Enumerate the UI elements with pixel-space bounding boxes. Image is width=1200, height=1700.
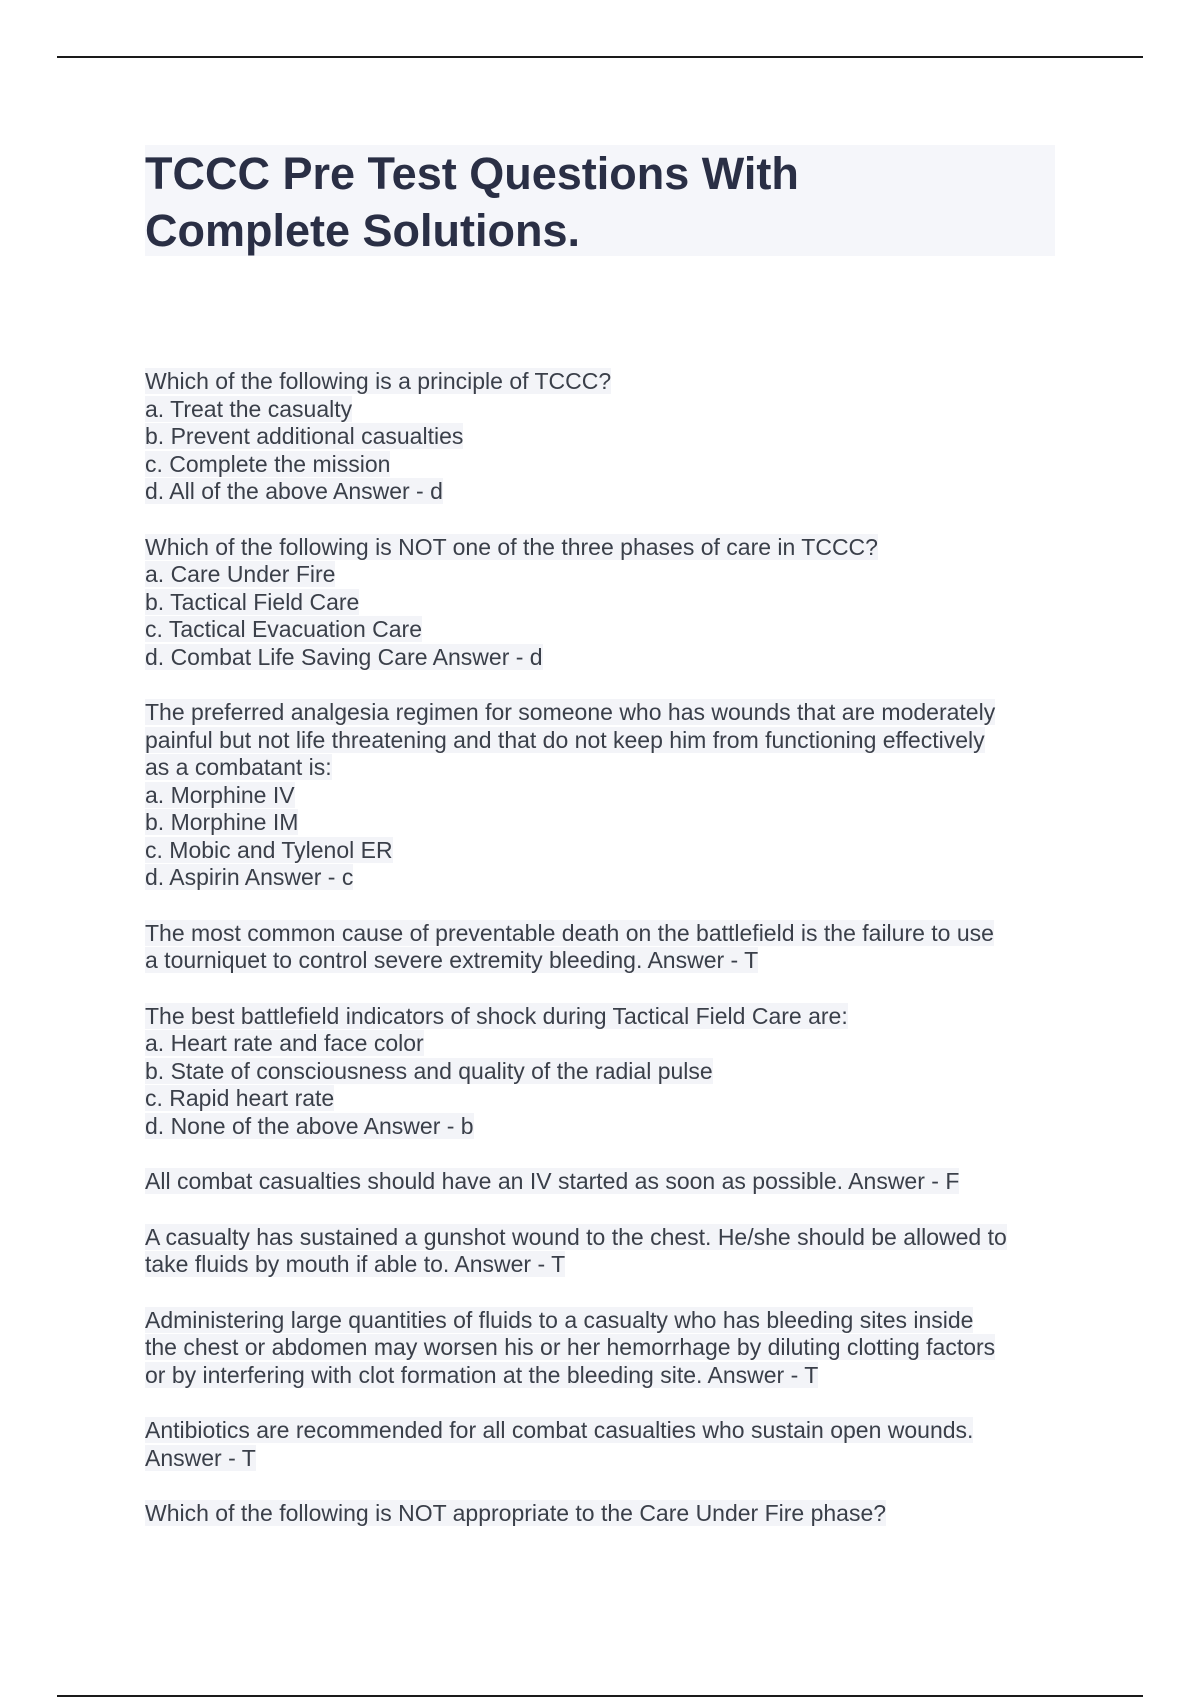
question-line	[145, 782, 1065, 810]
document-title	[145, 145, 799, 259]
question-line	[145, 616, 1065, 644]
title-line-2: Complete Solutions.	[145, 205, 581, 256]
question-line	[145, 644, 1065, 672]
question-line	[145, 754, 1065, 782]
question-line-text: as a combatant is:	[145, 754, 332, 780]
question-line	[145, 1113, 1065, 1141]
question-text	[145, 534, 1065, 562]
question-line-text: The best battlefield indicators of shock during Tactical Field Care are:	[145, 1002, 848, 1029]
question-text	[145, 1003, 1065, 1031]
question-text	[145, 368, 1065, 396]
question-line	[145, 561, 1065, 589]
question-text	[145, 1417, 1065, 1445]
question-line-text: a tourniquet to control severe extremity bleeding. Answer - T	[145, 947, 759, 973]
question-line-text: a. Morphine IV	[145, 781, 295, 808]
question-line-text: d. None of the above Answer - b	[145, 1112, 474, 1139]
question-line	[145, 1251, 1065, 1279]
question-line-text: All combat casualties should have an IV started as soon as possible. Answer - F	[145, 1168, 960, 1194]
question-line-text: Answer - T	[145, 1444, 256, 1471]
question-line	[145, 947, 1065, 975]
question-line	[145, 589, 1065, 617]
question-line-text: d. All of the above Answer - d	[145, 478, 443, 504]
bottom-divider	[57, 1695, 1143, 1697]
question-line-text: a. Treat the casualty	[145, 395, 353, 422]
question-line	[145, 451, 1065, 479]
question-text	[145, 699, 1065, 727]
question-line-text: b. State of consciousness and quality of the radial pulse	[145, 1057, 713, 1084]
question-block	[145, 1417, 1065, 1472]
question-block	[145, 1500, 1065, 1528]
question-line-text: c. Mobic and Tylenol ER	[145, 836, 393, 863]
question-line-text: Which of the following is NOT appropriate to the Care Under Fire phase?	[145, 1500, 887, 1526]
question-line-text: b. Prevent additional casualties	[145, 423, 464, 449]
question-text	[145, 1307, 1065, 1335]
question-line-text: c. Tactical Evacuation Care	[145, 616, 422, 642]
question-block	[145, 534, 1065, 672]
question-text	[145, 1500, 1065, 1528]
question-line	[145, 837, 1065, 865]
question-line-text: b. Morphine IM	[145, 809, 299, 835]
question-line-text: the chest or abdomen may worsen his or her hemorrhage by diluting clotting factors	[145, 1334, 996, 1360]
question-line	[145, 1058, 1065, 1086]
question-text	[145, 1168, 1065, 1196]
question-block	[145, 368, 1065, 506]
question-line-text: The most common cause of preventable death on the battlefield is the failure to use	[145, 919, 994, 946]
question-line	[145, 396, 1065, 424]
question-line	[145, 809, 1065, 837]
question-line-text: Antibiotics are recommended for all combat casualties who sustain open wounds.	[145, 1417, 974, 1443]
question-line	[145, 1334, 1065, 1362]
question-list	[145, 368, 1065, 1556]
question-line-text: Which of the following is a principle of TCCC?	[145, 368, 612, 394]
question-line-text: Which of the following is NOT one of the three phases of care in TCCC?	[145, 533, 878, 560]
question-line	[145, 423, 1065, 451]
title-block	[145, 145, 1055, 256]
question-block	[145, 1003, 1065, 1141]
question-line-text: d. Combat Life Saving Care Answer - d	[145, 643, 543, 670]
question-line-text: b. Tactical Field Care	[145, 588, 360, 615]
question-block	[145, 699, 1065, 892]
question-line	[145, 864, 1065, 892]
question-line	[145, 1445, 1065, 1473]
question-line-text: or by interfering with clot formation at the bleeding site. Answer - T	[145, 1361, 819, 1388]
question-line-text: c. Complete the mission	[145, 450, 391, 477]
question-line-text: a. Care Under Fire	[145, 561, 336, 587]
question-block	[145, 920, 1065, 975]
question-line	[145, 727, 1065, 755]
question-line-text: d. Aspirin Answer - c	[145, 864, 354, 890]
question-text	[145, 1224, 1065, 1252]
question-text	[145, 920, 1065, 948]
question-line-text: The preferred analgesia regimen for someone who has wounds that are moderately	[145, 699, 996, 725]
question-line	[145, 478, 1065, 506]
question-block	[145, 1168, 1065, 1196]
question-line	[145, 1030, 1065, 1058]
question-line	[145, 1085, 1065, 1113]
question-block	[145, 1307, 1065, 1390]
question-line	[145, 1362, 1065, 1390]
question-line-text: Administering large quantities of fluids to a casualty who has bleeding sites inside	[145, 1306, 974, 1333]
question-line-text: painful but not life threatening and that do not keep him from functioning effectively	[145, 726, 985, 753]
question-line-text: A casualty has sustained a gunshot wound to the chest. He/she should be allowed to	[145, 1223, 1007, 1250]
question-line-text: a. Heart rate and face color	[145, 1030, 424, 1056]
question-line-text: take fluids by mouth if able to. Answer - T	[145, 1251, 566, 1277]
title-line-1: TCCC Pre Test Questions With	[145, 148, 799, 199]
question-line-text: c. Rapid heart rate	[145, 1085, 335, 1111]
question-block	[145, 1224, 1065, 1279]
top-divider	[57, 56, 1143, 58]
